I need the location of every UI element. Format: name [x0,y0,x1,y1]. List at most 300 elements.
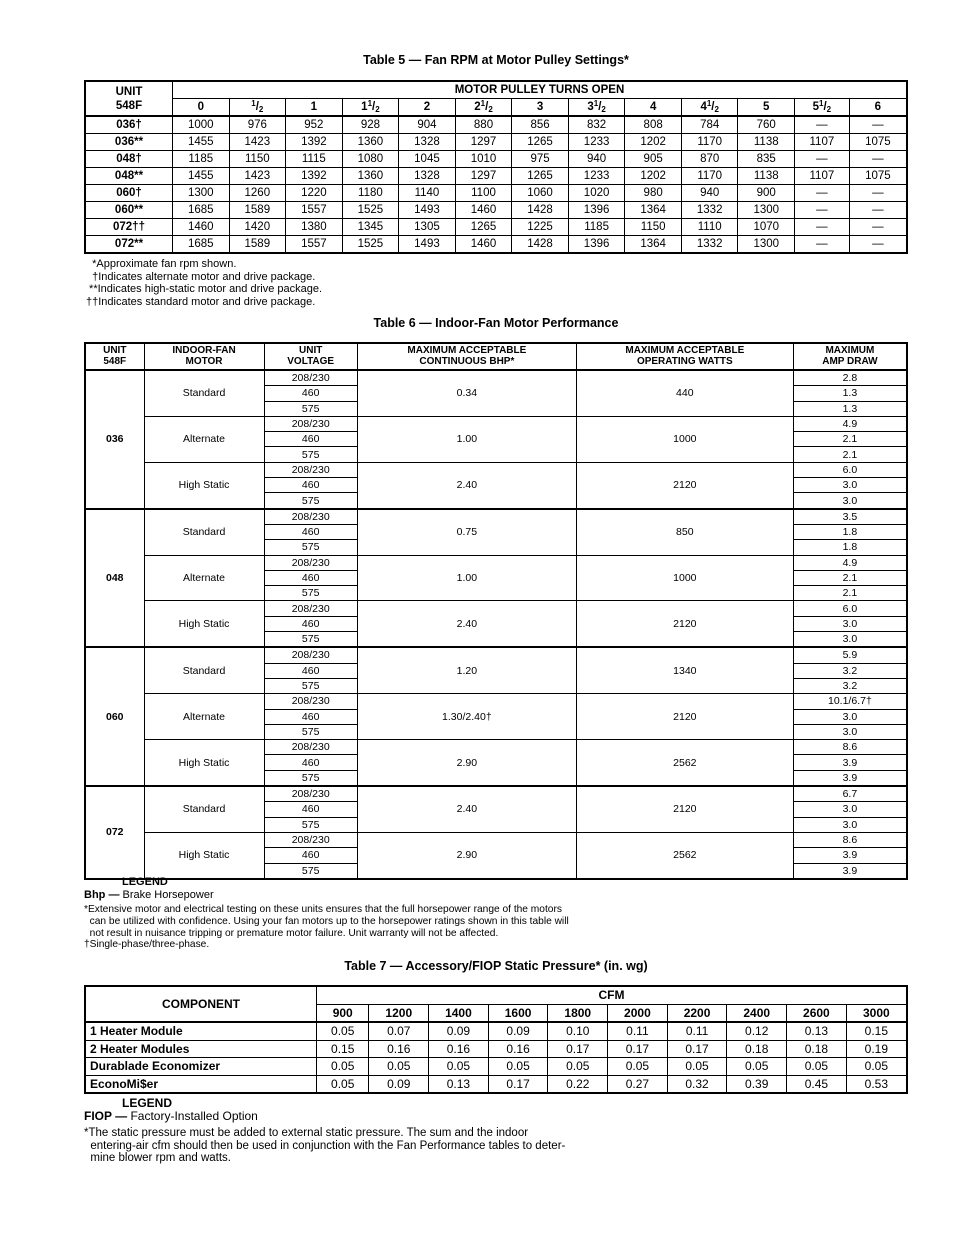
voltage-cell: 575 [264,447,357,462]
column-header-denominator: 2 [601,105,606,114]
amp-cell: 3.0 [793,709,907,724]
bhp-cell: 2.40 [357,786,576,832]
unit-header [85,81,173,116]
amp-cell: 2.1 [793,447,907,462]
rpm-cell: 1328 [399,134,456,151]
table-row [85,219,907,236]
note-line: ††Indicates standard motor and drive package. [86,295,316,308]
pressure-cell: 0.12 [727,1022,787,1040]
motor-cell: Standard [144,786,264,832]
component-cell: 1 Heater Module [85,1022,317,1040]
voltage-cell: 575 [264,678,357,693]
column-header-line: MOTOR [185,355,223,367]
column-header-denominator: 2 [714,105,719,114]
rpm-cell: 760 [738,116,795,134]
rpm-cell: 905 [625,151,682,168]
motor-cell: Standard [144,370,264,416]
table7-legend-entry [84,1109,258,1123]
cfm-header: 2400 [727,1004,787,1022]
unit-cell: 036 [85,370,144,509]
rpm-cell: 1233 [568,168,625,185]
watts-cell: 2120 [576,786,793,832]
rpm-cell: 1225 [512,219,569,236]
column-header-line: MAXIMUM [825,345,875,356]
note-line: not result in nuisance tripping or premature motor failure. Unit warranty will not be affected. [84,927,499,939]
rpm-cell: 1460 [455,236,512,254]
motor-cell: Standard [144,509,264,555]
row-unit: 036† [85,116,173,134]
component-cell: 2 Heater Modules [85,1040,317,1058]
table-row [85,370,907,386]
amp-cell: 1.8 [793,540,907,555]
row-unit: 072** [85,236,173,254]
column-header-numerator: 1 [593,99,599,108]
rpm-cell: — [849,219,907,236]
rpm-cell: 1423 [229,168,286,185]
column-header-whole: 3 [587,101,594,113]
amp-cell: 2.1 [793,586,907,601]
table7-legend-title: LEGEND [122,1096,173,1110]
row-unit: 060** [85,202,173,219]
watts-cell: 1000 [576,416,793,462]
table-row [85,694,907,709]
voltage-cell: 460 [264,709,357,724]
table-row [85,202,907,219]
component-cell: Durablade Economizer [85,1058,317,1076]
amp-cell: 3.0 [793,493,907,509]
rpm-cell: 1260 [229,185,286,202]
rpm-cell: 1589 [229,202,286,219]
column-header-numerator: 1 [251,99,256,108]
rpm-cell: 1460 [173,219,230,236]
voltage-cell: 460 [264,524,357,539]
cfm-header: 1200 [369,1004,429,1022]
table-row [85,509,907,525]
voltage-cell: 208/230 [264,601,357,616]
amp-cell: 8.6 [793,832,907,847]
amp-cell: 3.2 [793,663,907,678]
rpm-cell: 1396 [568,202,625,219]
voltage-cell: 460 [264,432,357,447]
amp-cell: 1.8 [793,524,907,539]
pressure-cell: 0.22 [548,1075,608,1093]
bhp-cell: 1.20 [357,647,576,693]
column-header [173,99,230,117]
pressure-cell: 0.39 [727,1075,787,1093]
voltage-cell: 208/230 [264,462,357,477]
note-line: *Extensive motor and electrical testing on these units ensures that the full horsepower range of the motors [84,904,562,915]
column-header [399,99,456,117]
bhp-cell: 2.40 [357,601,576,647]
column-header-whole: 0 [197,101,204,113]
column-header-denominator: 2 [375,105,380,114]
column-header-whole: 2 [423,101,431,113]
rpm-cell: 1000 [173,116,230,134]
rpm-cell: 1300 [738,236,795,254]
pressure-cell: 0.05 [608,1058,668,1076]
note-line: entering-air cfm should then be used in conjunction with the Fan Performance tables to deter- [84,1139,566,1152]
column-header: $4^1/_2$ [681,99,738,117]
voltage-cell: 460 [264,848,357,863]
unit-cell: 048 [85,509,144,648]
amp-cell: 3.9 [793,863,907,879]
column-header-whole: 4 [649,101,657,113]
motor-cell: High Static [144,462,264,508]
rpm-cell: — [795,185,850,202]
table6-legend-entry [84,889,214,901]
table-row [85,462,907,477]
rpm-cell: 1423 [229,134,286,151]
column-header-whole: 1 [361,101,368,113]
column-header-whole: 3 [536,101,544,113]
column-header: $5^1/_2$ [795,99,850,117]
amp-cell: 6.0 [793,462,907,477]
rpm-cell: — [795,202,850,219]
motor-cell: High Static [144,832,264,878]
amp-cell: 3.9 [793,848,907,863]
voltage-cell: 208/230 [264,694,357,709]
note-line: can be utilized with confidence. Using your fan motors up to the horsepower ratings shown in this table will [84,915,569,927]
cfm-header: 2000 [608,1004,668,1022]
rpm-cell: 1060 [512,185,569,202]
pressure-cell: 0.09 [369,1075,429,1093]
watts-cell: 1000 [576,555,793,601]
legend-definition: Factory-Installed Option [127,1109,258,1123]
voltage-cell: 575 [264,724,357,739]
rpm-cell: 976 [229,116,286,134]
pressure-cell: 0.05 [548,1058,608,1076]
column-header-whole: 6 [874,101,882,113]
note-line: †Indicates alternate motor and drive package. [86,270,316,283]
table6-motor-performance [84,342,908,880]
pressure-cell: 0.05 [369,1058,429,1076]
table-row [85,151,907,168]
rpm-cell: 1455 [173,168,230,185]
pressure-cell: 0.18 [787,1040,847,1058]
amp-cell: 10.1/6.7† [793,694,907,709]
rpm-cell: 1180 [342,185,399,202]
table5-title: Table 5 — Fan RPM at Motor Pulley Settings* [363,53,629,67]
column-header-watts [576,343,793,370]
rpm-cell: 1525 [342,236,399,254]
rpm-cell: 1170 [681,134,738,151]
pressure-cell: 0.05 [846,1058,907,1076]
note-line: *Approximate fan rpm shown. [86,258,237,270]
column-header-voltage [264,343,357,370]
column-header-line: INDOOR-FAN [172,345,236,356]
watts-cell: 2120 [576,462,793,508]
column-header-line: VOLTAGE [287,355,335,367]
voltage-cell: 460 [264,802,357,817]
rpm-cell: 952 [286,116,343,134]
rpm-cell: 1070 [738,219,795,236]
watts-cell: 2120 [576,601,793,647]
row-unit: 060† [85,185,173,202]
rpm-cell: 1328 [399,168,456,185]
table-row [85,168,907,185]
rpm-cell: 1202 [625,134,682,151]
watts-cell: 2120 [576,694,793,740]
bhp-cell: 1.00 [357,416,576,462]
pressure-cell: 0.27 [608,1075,668,1093]
motor-cell: Standard [144,647,264,693]
column-header-numerator: 1 [367,99,373,108]
pressure-cell: 0.16 [369,1040,429,1058]
cfm-header: 2200 [667,1004,727,1022]
note-line: mine blower rpm and watts. [84,1152,232,1165]
column-header-denominator: 2 [826,105,832,114]
column-header-line: MAXIMUM ACCEPTABLE [625,345,745,356]
column-header-whole: 1 [310,101,318,113]
table-row [85,740,907,755]
rpm-cell: — [795,219,850,236]
pressure-cell: 0.45 [787,1075,847,1093]
rpm-cell: 870 [681,151,738,168]
rpm-cell: 1265 [512,134,569,151]
amp-cell: 3.9 [793,755,907,770]
pressure-cell: 0.13 [429,1075,489,1093]
rpm-cell: 1557 [286,202,343,219]
amp-cell: 2.1 [793,432,907,447]
rpm-cell: 1233 [568,134,625,151]
voltage-cell: 575 [264,863,357,879]
voltage-cell: 575 [264,540,357,555]
pressure-cell: 0.11 [608,1022,668,1040]
column-header-numerator: 1 [706,99,712,108]
amp-cell: 3.9 [793,770,907,786]
column-header-whole: 5 [763,101,770,113]
pressure-cell: 0.15 [317,1040,369,1058]
amp-cell: 4.9 [793,416,907,431]
rpm-cell: 1075 [849,168,907,185]
pressure-cell: 0.05 [429,1058,489,1076]
unit-cell: 060 [85,647,144,786]
voltage-cell: 208/230 [264,647,357,663]
column-header-line: UNIT [299,345,323,356]
group-header: CFM [317,986,908,1004]
pressure-cell: 0.05 [488,1058,548,1076]
table7-static-pressure [84,985,908,1094]
pressure-cell: 0.53 [846,1075,907,1093]
pressure-cell: 0.19 [846,1040,907,1058]
motor-cell: High Static [144,601,264,647]
table5-fan-rpm [84,80,908,254]
voltage-cell: 575 [264,493,357,509]
voltage-cell: 460 [264,478,357,493]
rpm-cell: 1305 [399,219,456,236]
rpm-cell: — [795,151,850,168]
motor-cell: Alternate [144,555,264,601]
column-header [625,99,682,117]
voltage-cell: 460 [264,386,357,401]
rpm-cell: 1493 [399,236,456,254]
column-header: $2^1/_2$ [455,99,512,117]
rpm-cell: 1525 [342,202,399,219]
column-header: $1^1/_2$ [342,99,399,117]
pressure-cell: 0.17 [667,1040,727,1058]
bhp-cell: 2.90 [357,832,576,878]
row-unit: 072†† [85,219,173,236]
amp-cell: 3.0 [793,724,907,739]
rpm-cell: 1392 [286,168,343,185]
table-row [85,134,907,151]
pressure-cell: 0.16 [488,1040,548,1058]
column-header [849,99,907,117]
rpm-cell: 1170 [681,168,738,185]
rpm-cell: 940 [568,151,625,168]
rpm-cell: 1428 [512,202,569,219]
rpm-cell: 1202 [625,168,682,185]
voltage-cell: 208/230 [264,555,357,570]
group-header: MOTOR PULLEY TURNS OPEN [173,81,908,99]
rpm-cell: 1392 [286,134,343,151]
column-header-line: 548F [103,355,127,367]
watts-cell: 1340 [576,647,793,693]
row-unit: 048† [85,151,173,168]
table-row [85,1040,907,1058]
table-row [85,236,907,254]
voltage-cell: 575 [264,817,357,832]
voltage-cell: 208/230 [264,509,357,525]
rpm-cell: 1332 [681,202,738,219]
rpm-cell: — [795,116,850,134]
pressure-cell: 0.05 [317,1075,369,1093]
amp-cell: 6.0 [793,601,907,616]
amp-cell: 3.0 [793,478,907,493]
table-row [85,786,907,802]
rpm-cell: 784 [681,116,738,134]
unit-cell: 072 [85,786,144,879]
pressure-cell: 0.11 [667,1022,727,1040]
rpm-cell: 1107 [795,134,850,151]
rpm-cell: 835 [738,151,795,168]
amp-cell: 1.3 [793,401,907,416]
row-unit: 048** [85,168,173,185]
motor-cell: Alternate [144,694,264,740]
table6-notes [84,904,569,951]
voltage-cell: 208/230 [264,370,357,386]
cfm-header: 2600 [787,1004,847,1022]
cfm-header: 1800 [548,1004,608,1022]
pressure-cell: 0.05 [317,1058,369,1076]
pressure-cell: 0.16 [429,1040,489,1058]
rpm-cell: 1685 [173,202,230,219]
rpm-cell: 1380 [286,219,343,236]
column-header: $^1/_2$ [229,99,286,117]
pressure-cell: 0.07 [369,1022,429,1040]
rpm-cell: 1150 [625,219,682,236]
table-row [85,647,907,663]
table-row [85,555,907,570]
table6-legend-title: LEGEND [122,876,168,888]
voltage-cell: 460 [264,616,357,631]
pressure-cell: 0.05 [727,1058,787,1076]
rpm-cell: 832 [568,116,625,134]
voltage-cell: 208/230 [264,740,357,755]
rpm-cell: 1364 [625,202,682,219]
rpm-cell: 1420 [229,219,286,236]
rpm-cell: 940 [681,185,738,202]
pressure-cell: 0.10 [548,1022,608,1040]
table-row [85,185,907,202]
motor-cell: Alternate [144,416,264,462]
watts-cell: 850 [576,509,793,555]
rpm-cell: 1557 [286,236,343,254]
bhp-cell: 1.00 [357,555,576,601]
rpm-cell: 980 [625,185,682,202]
pressure-cell: 0.32 [667,1075,727,1093]
voltage-cell: 460 [264,570,357,585]
column-header [512,99,569,117]
rpm-cell: 1493 [399,202,456,219]
rpm-cell: 856 [512,116,569,134]
table7-notes [84,1127,565,1165]
rpm-cell: 1185 [568,219,625,236]
rpm-cell: 1460 [455,202,512,219]
rpm-cell: — [849,202,907,219]
rpm-cell: 1265 [512,168,569,185]
table-row [85,1058,907,1076]
table-row [85,1022,907,1040]
amp-cell: 8.6 [793,740,907,755]
pressure-cell: 0.17 [488,1075,548,1093]
rpm-cell: 1115 [286,151,343,168]
rpm-cell: 1140 [399,185,456,202]
pressure-cell: 0.15 [846,1022,907,1040]
column-header-line: OPERATING WATTS [636,355,733,367]
column-header-motor [144,343,264,370]
voltage-cell: 208/230 [264,786,357,802]
voltage-cell: 575 [264,401,357,416]
rpm-cell: 1107 [795,168,850,185]
rpm-cell: 1396 [568,236,625,254]
column-header-denominator: 2 [488,105,493,114]
rpm-cell: 1010 [455,151,512,168]
rpm-cell: 1428 [512,236,569,254]
amp-cell: 3.0 [793,817,907,832]
column-header-line: CONTINUOUS BHP* [419,355,515,367]
cfm-header: 900 [317,1004,369,1022]
pressure-cell: 0.17 [608,1040,668,1058]
cfm-header: 3000 [846,1004,907,1022]
legend-term: Bhp — [84,889,120,901]
column-header-whole: 2 [474,101,481,113]
rpm-cell: 880 [455,116,512,134]
rpm-cell: 1138 [738,134,795,151]
column-header [738,99,795,117]
watts-cell: 440 [576,370,793,416]
table-row [85,832,907,847]
rpm-cell: — [849,116,907,134]
column-header-line: UNIT [103,345,127,356]
rpm-cell: 975 [512,151,569,168]
pressure-cell: 0.13 [787,1022,847,1040]
motor-cell: High Static [144,740,264,786]
rpm-cell: 1020 [568,185,625,202]
rpm-cell: 1080 [342,151,399,168]
amp-cell: 4.9 [793,555,907,570]
legend-definition: Brake Horsepower [119,889,214,901]
rpm-cell: 904 [399,116,456,134]
rpm-cell: — [849,185,907,202]
voltage-cell: 575 [264,770,357,786]
table-row [85,601,907,616]
rpm-cell: 1185 [173,151,230,168]
amp-cell: 5.9 [793,647,907,663]
table-row [85,416,907,431]
bhp-cell: 2.40 [357,462,576,508]
rpm-cell: 1265 [455,219,512,236]
